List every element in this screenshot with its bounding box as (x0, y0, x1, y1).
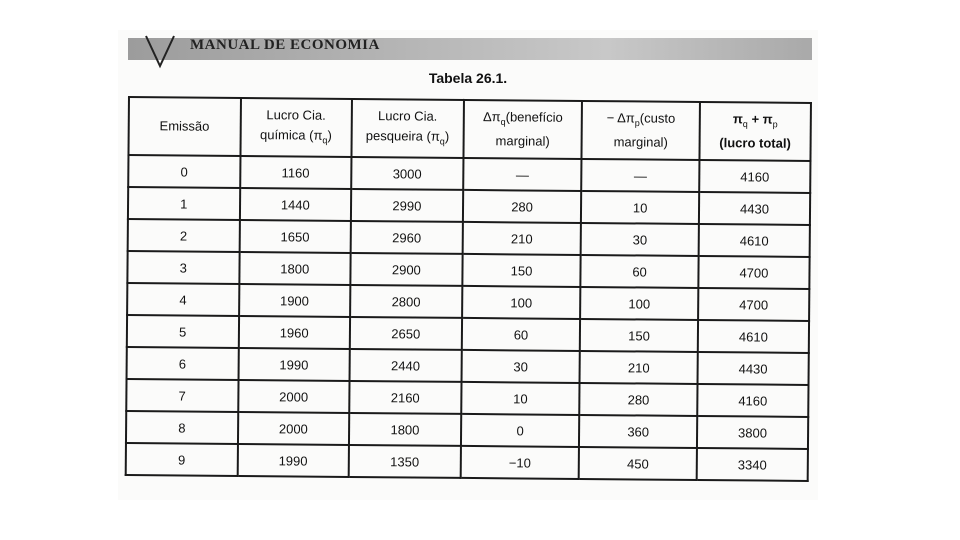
data-table (125, 96, 812, 482)
cell-custo-marginal: 30 (581, 223, 699, 256)
cell-emissao: 4 (127, 283, 239, 316)
cell-lucro-total: 4430 (697, 352, 808, 385)
cell-beneficio-marginal: 10 (461, 382, 580, 415)
cell-custo-marginal: 450 (579, 447, 697, 480)
cell-lucro-quimica: 1650 (239, 220, 351, 253)
cell-beneficio-marginal: 100 (462, 286, 581, 319)
column-header-emissao: Emissão (128, 97, 240, 156)
cell-lucro-pesqueira: 3000 (351, 157, 463, 190)
column-header-custo-marginal: − $\Delta\pi_p(custo$ marginal) (582, 101, 700, 160)
book-title: MANUAL DE ECONOMIA (190, 37, 380, 53)
cell-beneficio-marginal: 0 (461, 414, 580, 447)
cell-lucro-quimica: 2000 (238, 380, 350, 413)
cell-emissao: 8 (126, 411, 238, 444)
cell-lucro-quimica: 1960 (238, 316, 350, 349)
cell-custo-marginal: 10 (581, 191, 699, 224)
cell-emissao: 5 (127, 315, 239, 348)
cell-lucro-pesqueira: 2440 (349, 349, 461, 382)
cell-lucro-quimica: 1800 (239, 252, 351, 285)
cell-custo-marginal: — (581, 159, 699, 192)
cell-custo-marginal: 150 (580, 319, 698, 352)
cell-custo-marginal: 280 (580, 383, 698, 416)
cell-lucro-pesqueira: 2800 (350, 285, 462, 318)
cell-beneficio-marginal: 150 (462, 254, 581, 287)
cell-lucro-quimica: 1160 (240, 156, 352, 189)
cell-lucro-total: 4700 (698, 288, 809, 321)
cell-beneficio-marginal: 210 (462, 222, 581, 255)
cell-lucro-quimica: 2000 (238, 412, 350, 445)
cell-custo-marginal: 100 (580, 287, 698, 320)
book-page (118, 30, 818, 500)
table-caption: Tabela 26.1. (428, 70, 508, 86)
cell-lucro-pesqueira: 2650 (350, 317, 462, 350)
cell-lucro-total: 4610 (698, 320, 809, 353)
cell-emissao: 7 (126, 379, 238, 412)
column-header-lucro-pesqueira: Lucro Cia. pesqueira $(\pi_q)$ (351, 99, 463, 158)
cell-lucro-pesqueira: 2900 (350, 253, 462, 286)
cell-lucro-total: 4700 (698, 256, 809, 289)
cell-emissao: 1 (128, 187, 240, 220)
cell-lucro-pesqueira: 1350 (349, 445, 461, 478)
cell-lucro-quimica: 1990 (238, 348, 350, 381)
cell-beneficio-marginal: 30 (461, 350, 580, 383)
cell-lucro-pesqueira: 2160 (349, 381, 461, 414)
cell-lucro-pesqueira: 2960 (351, 221, 463, 254)
cell-emissao: 0 (128, 155, 240, 188)
cell-lucro-total: 4160 (699, 160, 810, 193)
table-row (126, 443, 808, 481)
cell-custo-marginal: 360 (579, 415, 697, 448)
cell-lucro-quimica: 1440 (239, 188, 351, 221)
column-header-lucro-quimica: Lucro Cia. química $(\pi_q)$ (240, 98, 352, 157)
cell-emissao: 2 (128, 219, 240, 252)
cell-lucro-total: 3340 (697, 448, 808, 481)
cell-lucro-total: 3800 (697, 416, 808, 449)
chevron-icon (140, 32, 180, 72)
cell-lucro-quimica: 1990 (237, 444, 349, 477)
cell-beneficio-marginal: 60 (462, 318, 581, 351)
cell-lucro-pesqueira: 2990 (351, 189, 463, 222)
cell-lucro-pesqueira: 1800 (349, 413, 461, 446)
cell-beneficio-marginal: −10 (460, 446, 579, 479)
cell-emissao: 3 (127, 251, 239, 284)
column-header-beneficio-marginal: $\Delta\pi_q(benefício$ marginal) (463, 100, 582, 159)
cell-custo-marginal: 60 (581, 255, 699, 288)
cell-lucro-total: 4610 (699, 224, 810, 257)
cell-lucro-quimica: 1900 (239, 284, 351, 317)
cell-emissao: 9 (126, 443, 238, 476)
cell-lucro-total: 4430 (699, 192, 810, 225)
column-header-lucro-total: $\pi_q + \pi_p$ (lucro total) (699, 102, 811, 161)
cell-beneficio-marginal: 280 (463, 190, 582, 223)
cell-beneficio-marginal: — (463, 158, 582, 191)
cell-emissao: 6 (127, 347, 239, 380)
cell-lucro-total: 4160 (697, 384, 808, 417)
header-row (128, 97, 810, 161)
cell-custo-marginal: 210 (580, 351, 698, 384)
